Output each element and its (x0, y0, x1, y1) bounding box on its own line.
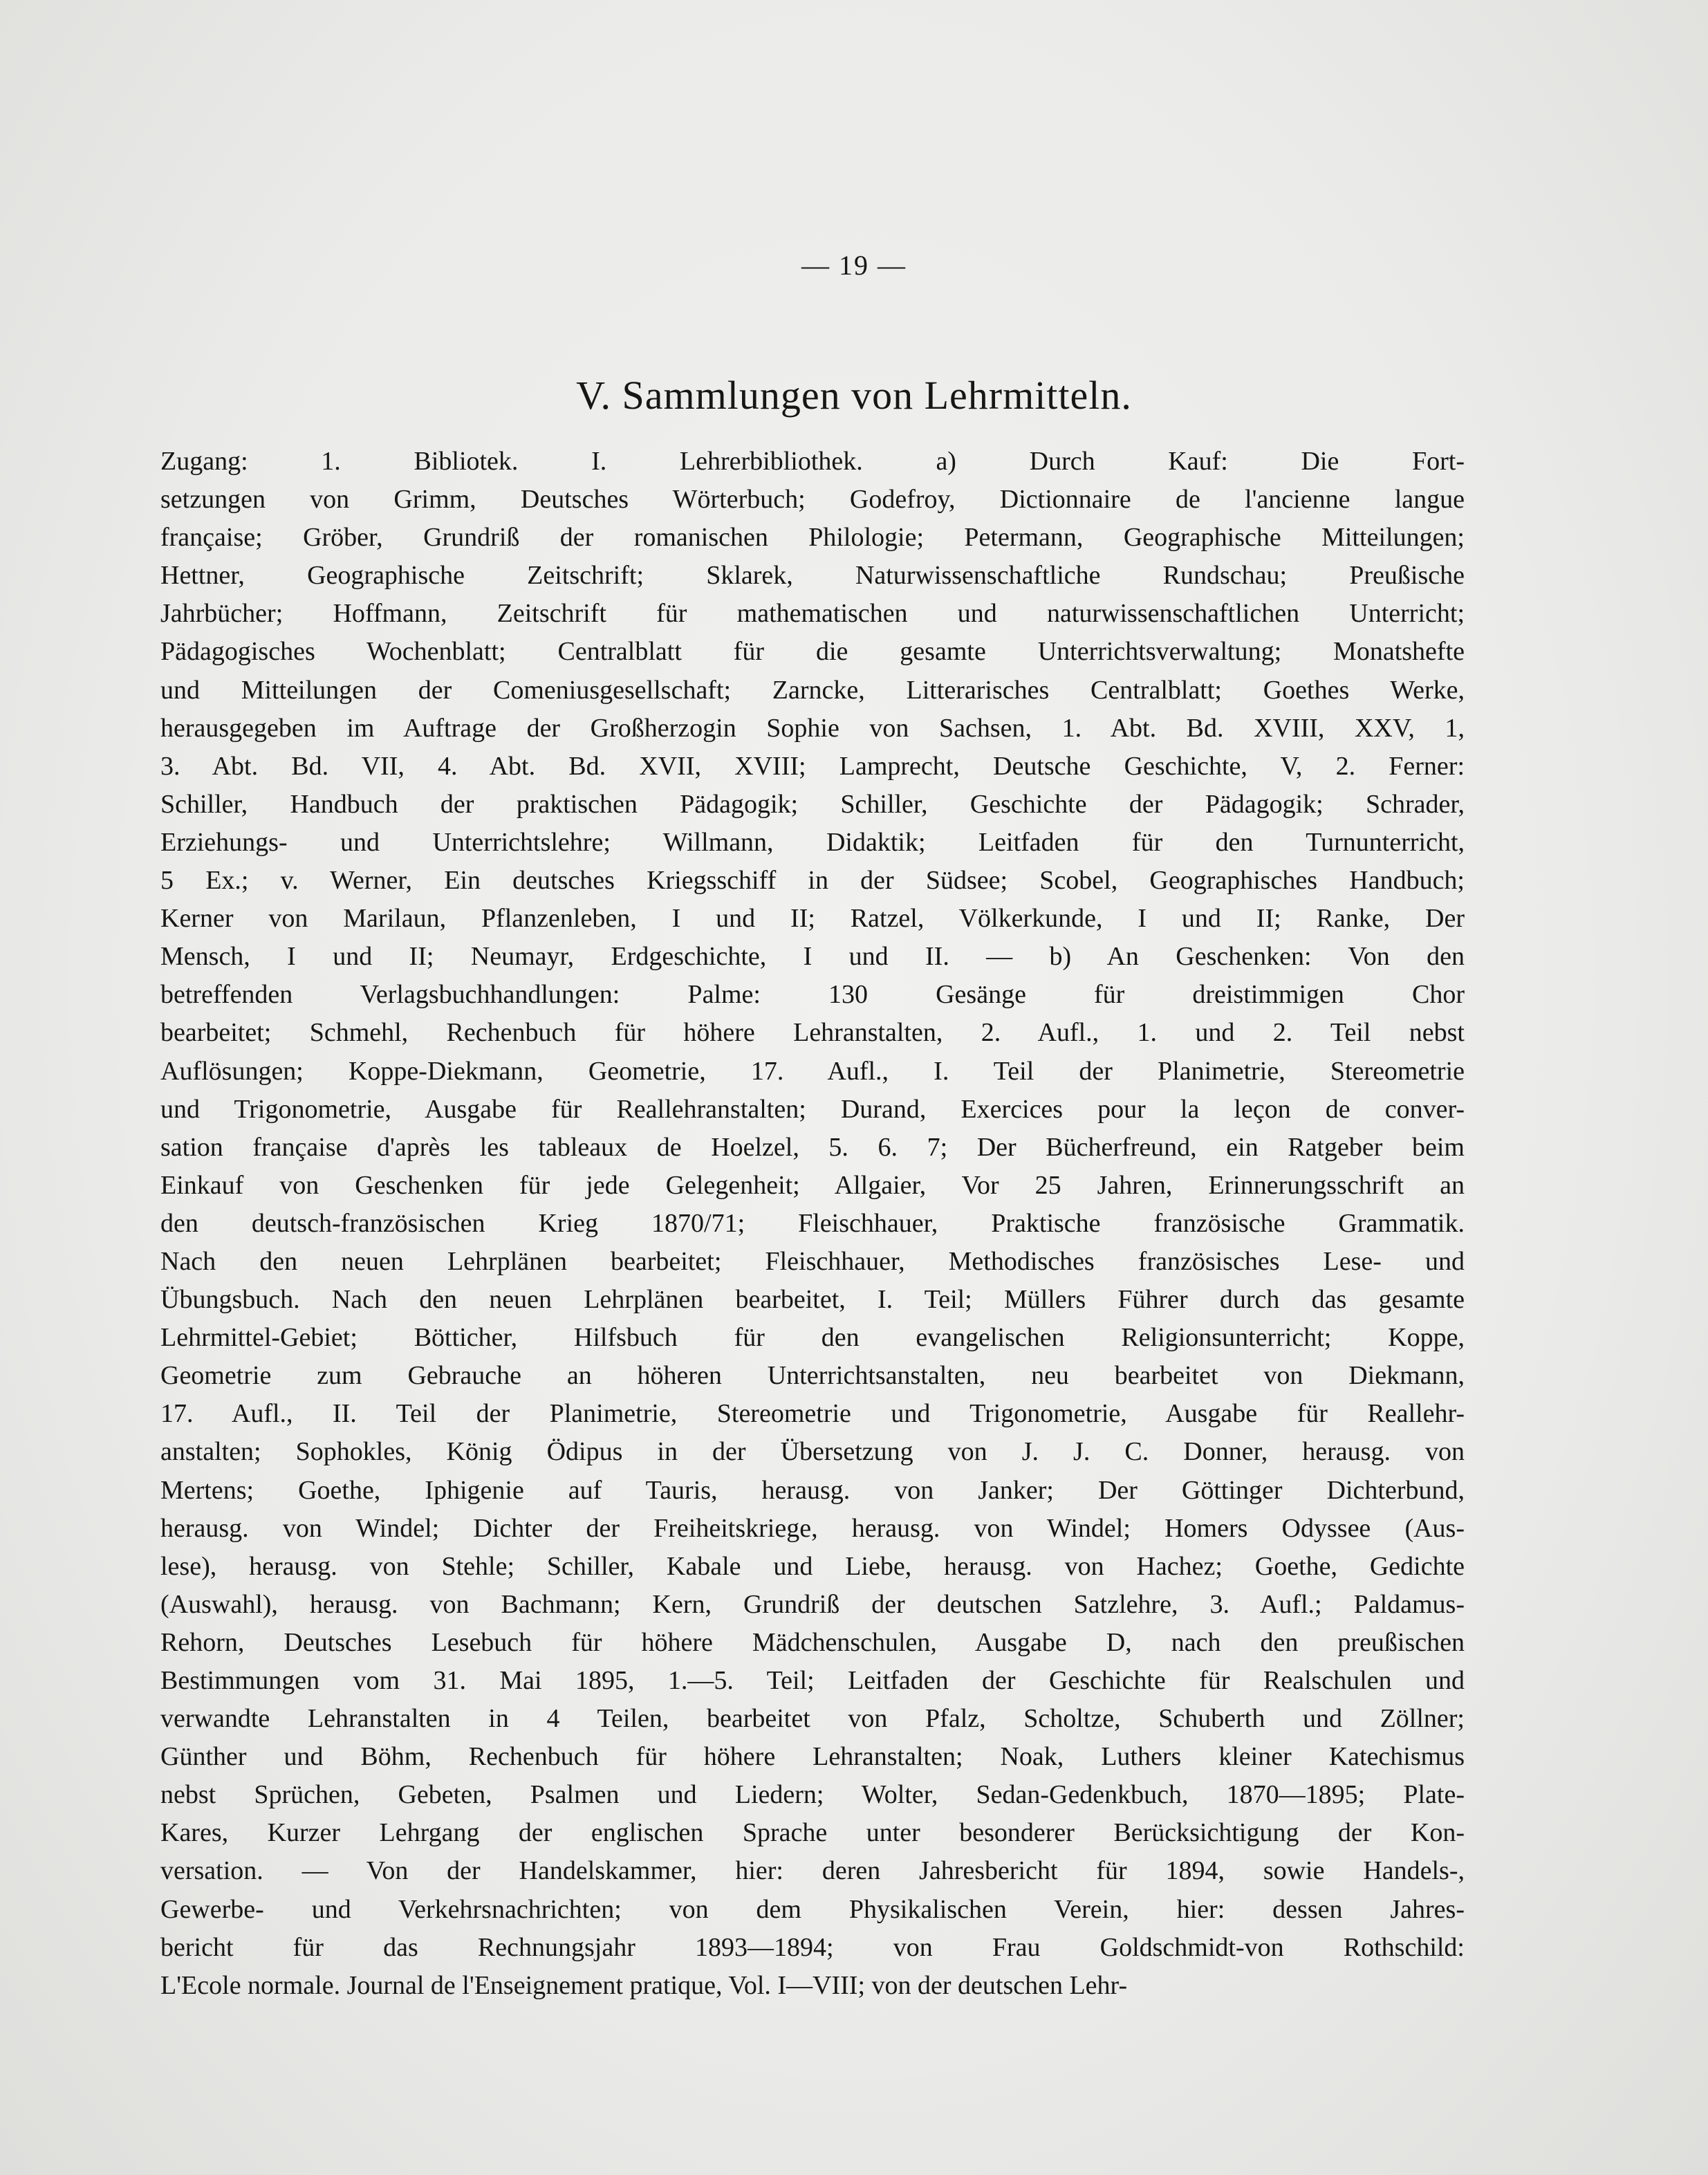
text-line: versation. — Von der Handelskammer, hier: deren Jahresbericht für 1894, sowie Handels-, (160, 1856, 1465, 1886)
text-line: 3. Abt. Bd. VII, 4. Abt. Bd. XVII, XVIII; Lamprecht, Deutsche Geschichte, V, 2. Ferner: (160, 751, 1465, 781)
text-line: Übungsbuch. Nach den neuen Lehrplänen bearbeitet, I. Teil; Müllers Führer durch das gesamte (160, 1285, 1465, 1315)
text-line: bearbeitet; Schmehl, Rechenbuch für höhere Lehranstalten, 2. Aufl., 1. und 2. Teil nebst (160, 1018, 1465, 1048)
text-line: Mensch, I und II; Neumayr, Erdgeschichte, I und II. — b) An Geschenken: Von den (160, 942, 1465, 972)
text-line: setzungen von Grimm, Deutsches Wörterbuch; Godefroy, Dictionnaire de l'ancienne langue (160, 485, 1465, 515)
text-line: Nach den neuen Lehrplänen bearbeitet; Fleischhauer, Methodisches französisches Lese- und (160, 1246, 1465, 1276)
text-line: Pädagogisches Wochenblatt; Centralblatt für die gesamte Unterrichtsverwaltung; Monatshefte (160, 637, 1465, 667)
text-line: und Trigonometrie, Ausgabe für Reallehranstalten; Durand, Exercices pour la leçon de conver- (160, 1094, 1465, 1124)
text-line: Erziehungs- und Unterrichtslehre; Willmann, Didaktik; Leitfaden für den Turnunterricht, (160, 827, 1465, 857)
text-line: Jahrbücher; Hoffmann, Zeitschrift für mathematischen und naturwissenschaftlichen Unterricht; (160, 599, 1465, 629)
text-line: bericht für das Rechnungsjahr 1893—1894; von Frau Goldschmidt-von Rothschild: (160, 1932, 1465, 1962)
text-line: Auflösungen; Koppe-Diekmann, Geometrie, 17. Aufl., I. Teil der Planimetrie, Stereometrie (160, 1056, 1465, 1086)
text-line: verwandte Lehranstalten in 4 Teilen, bearbeitet von Pfalz, Scholtze, Schuberth und Zöllner; (160, 1704, 1465, 1734)
text-line: Lehrmittel-Gebiet; Bötticher, Hilfsbuch für den evangelischen Religionsunterricht; Koppe, (160, 1323, 1465, 1353)
text-line: anstalten; Sophokles, König Ödipus in der Übersetzung von J. J. C. Donner, herausg. von (160, 1437, 1465, 1467)
text-line: Gewerbe- und Verkehrsnachrichten; von dem Physikalischen Verein, hier: dessen Jahres- (160, 1894, 1465, 1924)
text-line: Zugang: 1. Bibliotek. I. Lehrerbibliothek. a) Durch Kauf: Die Fort- (160, 447, 1465, 476)
text-line: Geometrie zum Gebrauche an höheren Unterrichtsanstalten, neu bearbeitet von Diekmann, (160, 1361, 1465, 1391)
text-line: Schiller, Handbuch der praktischen Pädagogik; Schiller, Geschichte der Pädagogik; Schrader, (160, 789, 1465, 819)
text-line: herausgegeben im Auftrage der Großherzogin Sophie von Sachsen, 1. Abt. Bd. XVIII, XXV, 1, (160, 713, 1465, 743)
page-number: — 19 — (801, 250, 907, 281)
text-line: Bestimmungen vom 31. Mai 1895, 1.—5. Teil; Leitfaden der Geschichte für Realschulen und (160, 1666, 1465, 1695)
body-text (160, 443, 1465, 2005)
text-line: Hettner, Geographische Zeitschrift; Sklarek, Naturwissenschaftliche Rundschau; Preußische (160, 561, 1465, 591)
text-line: 17. Aufl., II. Teil der Planimetrie, Stereometrie und Trigonometrie, Ausgabe für Reallehr- (160, 1399, 1465, 1429)
text-line: L'Ecole normale. Journal de l'Enseignement pratique, Vol. I—VIII; von der deutschen Lehr- (160, 1970, 1128, 2000)
text-line: Kares, Kurzer Lehrgang der englischen Sprache unter besonderer Berücksichtigung der Kon- (160, 1818, 1465, 1848)
text-line: française; Gröber, Grundriß der romanischen Philologie; Petermann, Geographische Mitteilungen; (160, 523, 1465, 553)
text-line: Kerner von Marilaun, Pflanzenleben, I und II; Ratzel, Völkerkunde, I und II; Ranke, Der (160, 904, 1465, 934)
text-line: den deutsch-französischen Krieg 1870/71; Fleischhauer, Praktische französische Grammatik. (160, 1208, 1465, 1238)
text-line: Günther und Böhm, Rechenbuch für höhere Lehranstalten; Noak, Luthers kleiner Katechismus (160, 1742, 1465, 1772)
text-line: lese), herausg. von Stehle; Schiller, Kabale und Liebe, herausg. von Hachez; Goethe, Gedichte (160, 1551, 1465, 1581)
text-line: und Mitteilungen der Comeniusgesellschaft; Zarncke, Litterarisches Centralblatt; Goethes Werke, (160, 675, 1465, 705)
section-heading: V. Sammlungen von Lehrmitteln. (576, 373, 1132, 418)
text-line: Rehorn, Deutsches Lesebuch für höhere Mädchenschulen, Ausgabe D, nach den preußischen (160, 1627, 1465, 1657)
text-line: (Auswahl), herausg. von Bachmann; Kern, Grundriß der deutschen Satzlehre, 3. Aufl.; Paldamus- (160, 1589, 1465, 1619)
text-line: Mertens; Goethe, Iphigenie auf Tauris, herausg. von Janker; Der Göttinger Dichterbund, (160, 1475, 1465, 1505)
text-line: sation française d'après les tableaux de Hoelzel, 5. 6. 7; Der Bücherfreund, ein Ratgeber beim (160, 1132, 1465, 1162)
text-line: herausg. von Windel; Dichter der Freiheitskriege, herausg. von Windel; Homers Odyssee (Aus- (160, 1513, 1465, 1543)
text-line: betreffenden Verlagsbuchhandlungen: Palme: 130 Gesänge für dreistimmigen Chor (160, 980, 1465, 1010)
text-line: Einkauf von Geschenken für jede Gelegenheit; Allgaier, Vor 25 Jahren, Erinnerungsschrift an (160, 1170, 1465, 1200)
text-line: 5 Ex.; v. Werner, Ein deutsches Kriegsschiff in der Südsee; Scobel, Geographisches Handbuch; (160, 866, 1465, 896)
text-line: nebst Sprüchen, Gebeten, Psalmen und Liedern; Wolter, Sedan-Gedenkbuch, 1870—1895; Plate- (160, 1780, 1465, 1810)
